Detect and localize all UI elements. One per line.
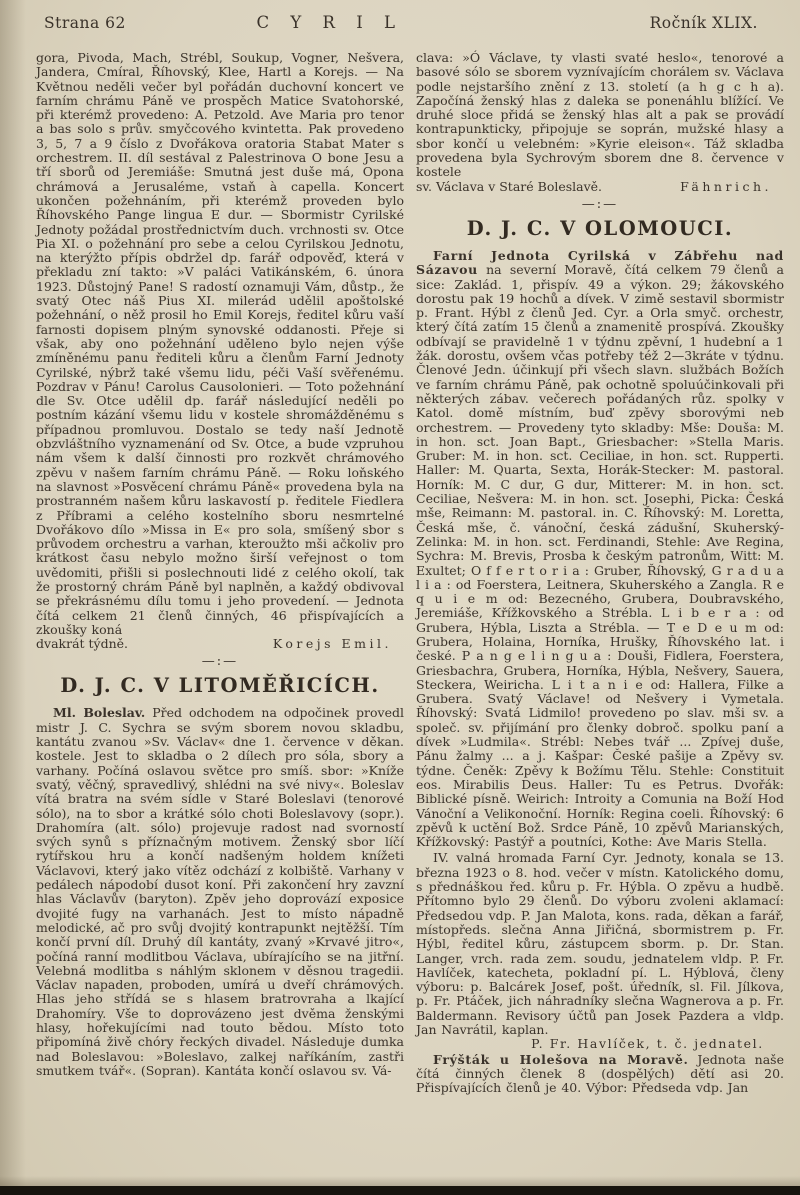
paragraph-end-text: dvakrát týdně.	[36, 636, 129, 652]
paragraph-continued	[416, 51, 784, 180]
paragraph-lead: Ml. Boleslav.	[53, 705, 146, 721]
section-divider: —:—	[581, 196, 619, 212]
paragraph-text: Před odchodem na odpočinek provedl mistr J. C. Sychra se svým sborem novou skladbu, kantátu zvanou »Sv. Václav« dne 1. července v děkan. kostele. Jest to skladba o 2 dílech pro sóla, sbory a varhany. Počíná oslavou světce pro smíš. sbor: »Kníže svatý, věčný, spravedlivý, shlédni na své nivy«. Boleslav vítá bratra na svém sídle v Staré Boleslavi (tenorové sólo), na to sbor a krátké sólo choti Boleslavovy (sopr.). Drahomíra (alt. sólo) projevuje radost nad svorností svých synů s příznačným motivem. Ženský sbor líčí rytířskou hru a končí nadšeným holdem knížeti Václavovi, který jako vítěz odchází z kolbiště. Varhany v pedálech nápodobí dusot koní. Při zakončení hry zavzní hlas Václavův (baryton). Zpěv jeho doprovází exposice dvojité fugy na varhanách. Jest to místo nápadně melodické, ač pro svůj dvojitý kontrapunkt nejtěžší. Tím končí první díl. Druhý díl kantáty, zvaný »Krvavé jitro«, počíná ranní modlitbou Václava, ubírajícího se na jitřní. Velebná modlitba s náhlým sklonem v děsnou tragedii. Václav napaden, proboden, umírá u dveří chrámových. Hlas jeho střídá se s hlasem bratrovraha a lkající Drahomíry. Vše to doprovázeno jest dvěma ženskými hlasy, hořekujícími nad touto bědou. Místo toto připomíná živě chóry řeckých divadel. Následuje dumka nad Boleslavou: »Boleslavo, zalkej naříkáním, zastři smutkem tvář«. (Sopran). Kantáta končí oslavou sv. Vá-	[36, 705, 404, 1078]
paragraph-text: na severní Moravě, čítá celkem 79 členů a sice: Zaklád. 1, přispív. 49 a výkon. 29; žákovského dorostu pak 19 hochů a dívek. V zimě sestavil sbormistr p. Frant. Hýbl z členů Jed. Cyr. a Orla smyč. orchestr, který čítá zatím 15 členů a znamenitě prospívá. Zkoušky odbívají se pravidelně 1 v týdnu zpěvní, 1 hudební a 1 žák. dorostu, ovšem včas potřeby též 2—3kráte v týdnu. Členové Jedn. účinkují při všech slavn. službách Božích ve farním chrámu Páně, pak ochotně spoluúčinkovali při některých zábav. večerech pořádaných růz. spolky v Katol. domě místním, buď zpěvy sborovými neb orchestrem. — Provedeny tyto skladby: Mše: Douša: M. in hon. sct. Joan Bapt., Griesbacher: »Stella Maris. Gruber: M. in hon. sct. Ceciliae, in hon. sct. Rupperti. Haller: M. Quarta, Sexta, Horák-Stecker: M. pastoral. Horník: M. C dur, G dur, Mitterer: M. in hon. sct. Ceciliae, Nešvera: M. in hon. sct. Josephi, Picka: Česká mše, Reimann: M. pastoral. in. C. Říhovský: M. Loretta, Česká mše, č. vánoční, česká zádušní, Skuherský-Zelinka: M. in hon. sct. Ferdinandi, Stehle: Ave Regina, Sychra: M. Brevis, Prosba k českým patronům, Witt: M. Exultet; O f f e r t o r i a : Gruber, Říhovský, G r a d u a l i a : od Foerstera, Leitnera, Skuherského a Zangla. R e q u i e m od: Bezecného, Grubera, Doubravského, Jeremiáše, Křížkovského a Strébla. L i b e r a : od Grubera, Hýbla, Liszta a Strébla. — T e D e u m od: Grubera, Holaina, Horníka, Hrušky, Říhovského lat. i české. P a n g e l i n g u a : Douši, Fidlera, Foerstera, Griesbachra, Grubera, Horníka, Hýbla, Nešvery, Sauera, Steckera, Weiricha. L i t a n i e od: Hallera, Filke a Grubera. Svatý Václave! od Nešvery i Vymetala. Říhovský: Svatá Lidmilo! provedeno po slav. mši sv. a společ. sv. přijímání pro členky dobroč. spolku paní a dívek »Ludmila«. Strébl: Nebes tvář ... Zpívej duše, Pánu žalmy ... a j. Kašpar: České pašije a Zpěvy sv. týdne. Čeněk: Zpěvy k Božímu Tělu. Stehle: Constituit eos. Mirabilis Deus. Haller: Tu es Petrus. Dvořák: Biblické písně. Weirich: Introity a Comunia na Boží Hod Vánoční a Velikonoční. Horník: Regina coeli. Říhovský: 6 zpěvů k uctění Bož. Srdce Páně, 10 zpěvů Marianských, Křížkovský: Pastýř a poutníci, Kothe: Ave Maris Stella.	[416, 262, 784, 850]
paragraph-text: IV. valná hromada Farní Cyr. Jednoty, konala se 13. března 1923 o 8. hod. večer v místn. Katolického domu, s přednáškou řed. kůru p. Fr. Hýbla. O zpěvu a hudbě. Přítomno bylo 29 členů. Do výboru zvoleni aklamací: Předsedou vdp. P. Jan Malota, kons. rada, děkan a farář, místopředs. slečna Anna Jiřičná, sbormistrem p. Fr. Hýbl, ředitel kůru, zástupcem sborm. p. Dr. Stan. Langer, vrch. rada zem. soudu, jednatelem vldp. P. Fr. Havlíček, katecheta, pokladní pí. L. Hýblová, členy výboru: p. Balcárek Josef, pošt. úředník, sl. Fil. Jílkova, p. Fr. Ptáček, jich náhradníky slečna Wagnerova a p. Fr. Baldermann. Revisory účtů pan Josek Pazdera a vldp. Jan Navrátil, kaplan.	[416, 850, 784, 1037]
paragraph-lead: Farní Jednota Cyrilská v Zábřehu nad Sázavou	[416, 247, 784, 278]
section-heading-olomouc: D. J. C. V OLOMOUCI.	[466, 216, 734, 240]
signature-line	[36, 637, 404, 651]
right-column	[416, 51, 784, 1095]
paragraph-frystak	[416, 1053, 784, 1096]
page-header	[44, 13, 758, 32]
page-left-shadow	[0, 0, 26, 1195]
paragraph-boleslav	[36, 706, 404, 1078]
journal-title: C Y R I L	[256, 13, 403, 32]
page-bottom-shadow	[0, 1176, 800, 1186]
paragraph-end-text: sv. Václava v Staré Boleslavě.	[416, 178, 603, 194]
secretary-signature: P. Fr. Havlíček, t. č. jednatel.	[531, 1036, 764, 1052]
scan-bottom-edge	[0, 1186, 800, 1195]
paragraph-lead: Frýšták u Holešova na Moravě.	[433, 1051, 689, 1067]
paragraph-text: clava: »Ó Václave, ty vlasti svaté heslo«, tenorové a basové sólo se sborem vyznívajícím chorálem sv. Václava podle nejstaršího znění z 13. století (a h g c h a). Započíná ženský hlas z daleka se ponenáhlu blížící. Ve druhé sloce přidá se ženský hlas alt a pak se provádí kontrapunkticky, připojuje se soprán, mužské hlasy a sbor končí u velebném: »Kyrie eleison«. Táž skladba provedena byla Sychrovým sborem dne 8. července v kostele	[416, 50, 784, 180]
paragraph-zabreh	[416, 249, 784, 849]
section-divider: —:—	[201, 654, 239, 670]
paragraph-text: Jednota naše čítá činných členek 8 (dospělých) dětí asi 20. Přispívajících členů je 40. Výbor: Předseda vdp. Jan	[416, 1051, 784, 1096]
text-columns	[36, 51, 784, 1095]
paragraph-continued	[36, 51, 404, 637]
volume-label: Ročník XLIX.	[649, 14, 758, 32]
page-number: Strana 62	[44, 14, 126, 32]
paragraph-text: gora, Pivoda, Mach, Strébl, Soukup, Vogner, Nešvera, Jandera, Cmíral, Říhovský, Klee, Hartl a Korejs. — Na Květnou neděli večer byl pořádán duchovní koncert ve farním chrámu Páně ve prospěch Matice Svatohorské, při kterémž provedeno: A. Petzold. Ave Maria pro tenor a bas solo s prův. smyčcového kvintetta. Pak provedeno 3, 5, 7 a 9 číslo z Dvořákova oratoria Stabat Mater s orchestrem. II. díl sestával z Palestrinova O bone Jesu a tří sborů od Jeremiáše: Smutná jest duše má, Opona chrámová a Jerusaléme, vstaň à capella. Koncert ukončen požehnáním, při kterémž proveden bylo Říhovského Pange lingua E dur. — Sbormistr Cyrilské Jednoty požádal prostřednictvím duch. vrchnosti sv. Otce Pia XI. o požehnání pro sebe a celou Cyrilskou Jednotu, na kterýžto přípis obdržel dp. farář odpověď, která v překladu zní takto: »V paláci Vatikánském, 6. února 1923. Důstojný Pane! S radostí oznamuji Vám, důstp., že svatý Otec náš Pius XI. milerád udělil apoštolské požehnání, o něž prosil ho Emil Korejs, ředitel kůru vaší farnosti dopisem plným synovské oddanosti. Přeje si však, aby ono požehnání uděleno bylo nejen výše zmíněnému panu řediteli kůru a členům Farní Jednoty Cyrilské, nýbrž také všemu lidu, péči Vaší svěřenému. Pozdrav v Pánu! Carolus Causolonieri. — Toto požehnání dle Sv. Otce udělil dp. farář následující neděli po postním kázání všemu lidu v kostele shromážděnému s případnou promluvou. Dostalo se tedy naší Jednotě obzvláštního vyznamenání od Sv. Otce, a bude vzpruhou nám všem k další činnosti pro rozkvět chrámového zpěvu v našem farním chrámu Páně. — Roku loňského na slavnost »Posvěcení chrámu Páně« provedena byla na prostranném našem kůru laskavostí p. ředitele Fiedlera z Příbrami a celého kostelního sboru nesmrtelné Dvořákovo dílo »Missa in E« pro sola, smíšený sbor s průvodem orchestru a varhan, kteroužto mši ačkoliv pro krátkost času nebylo možno širší veřejnost o tom uvědomiti, přišli si poslechnouti lidé z celého okolí, tak že prostorný chrám Páně byl naplněn, a každý obdivoval se překrásnému dílu tomu i jeho provedení. — Jednota čítá celkem 21 členů činných, 46 přispívajících a zkoušky koná	[36, 50, 404, 637]
author-signature: Korejs Emil.	[272, 636, 392, 652]
left-column	[36, 51, 404, 1095]
section-heading-litomerice: D. J. C. V LITOMĚŘICÍCH.	[60, 674, 380, 698]
signature-line	[416, 180, 784, 194]
paragraph-valna-hromada	[416, 851, 784, 1037]
author-signature: Fähnrich.	[680, 178, 772, 194]
